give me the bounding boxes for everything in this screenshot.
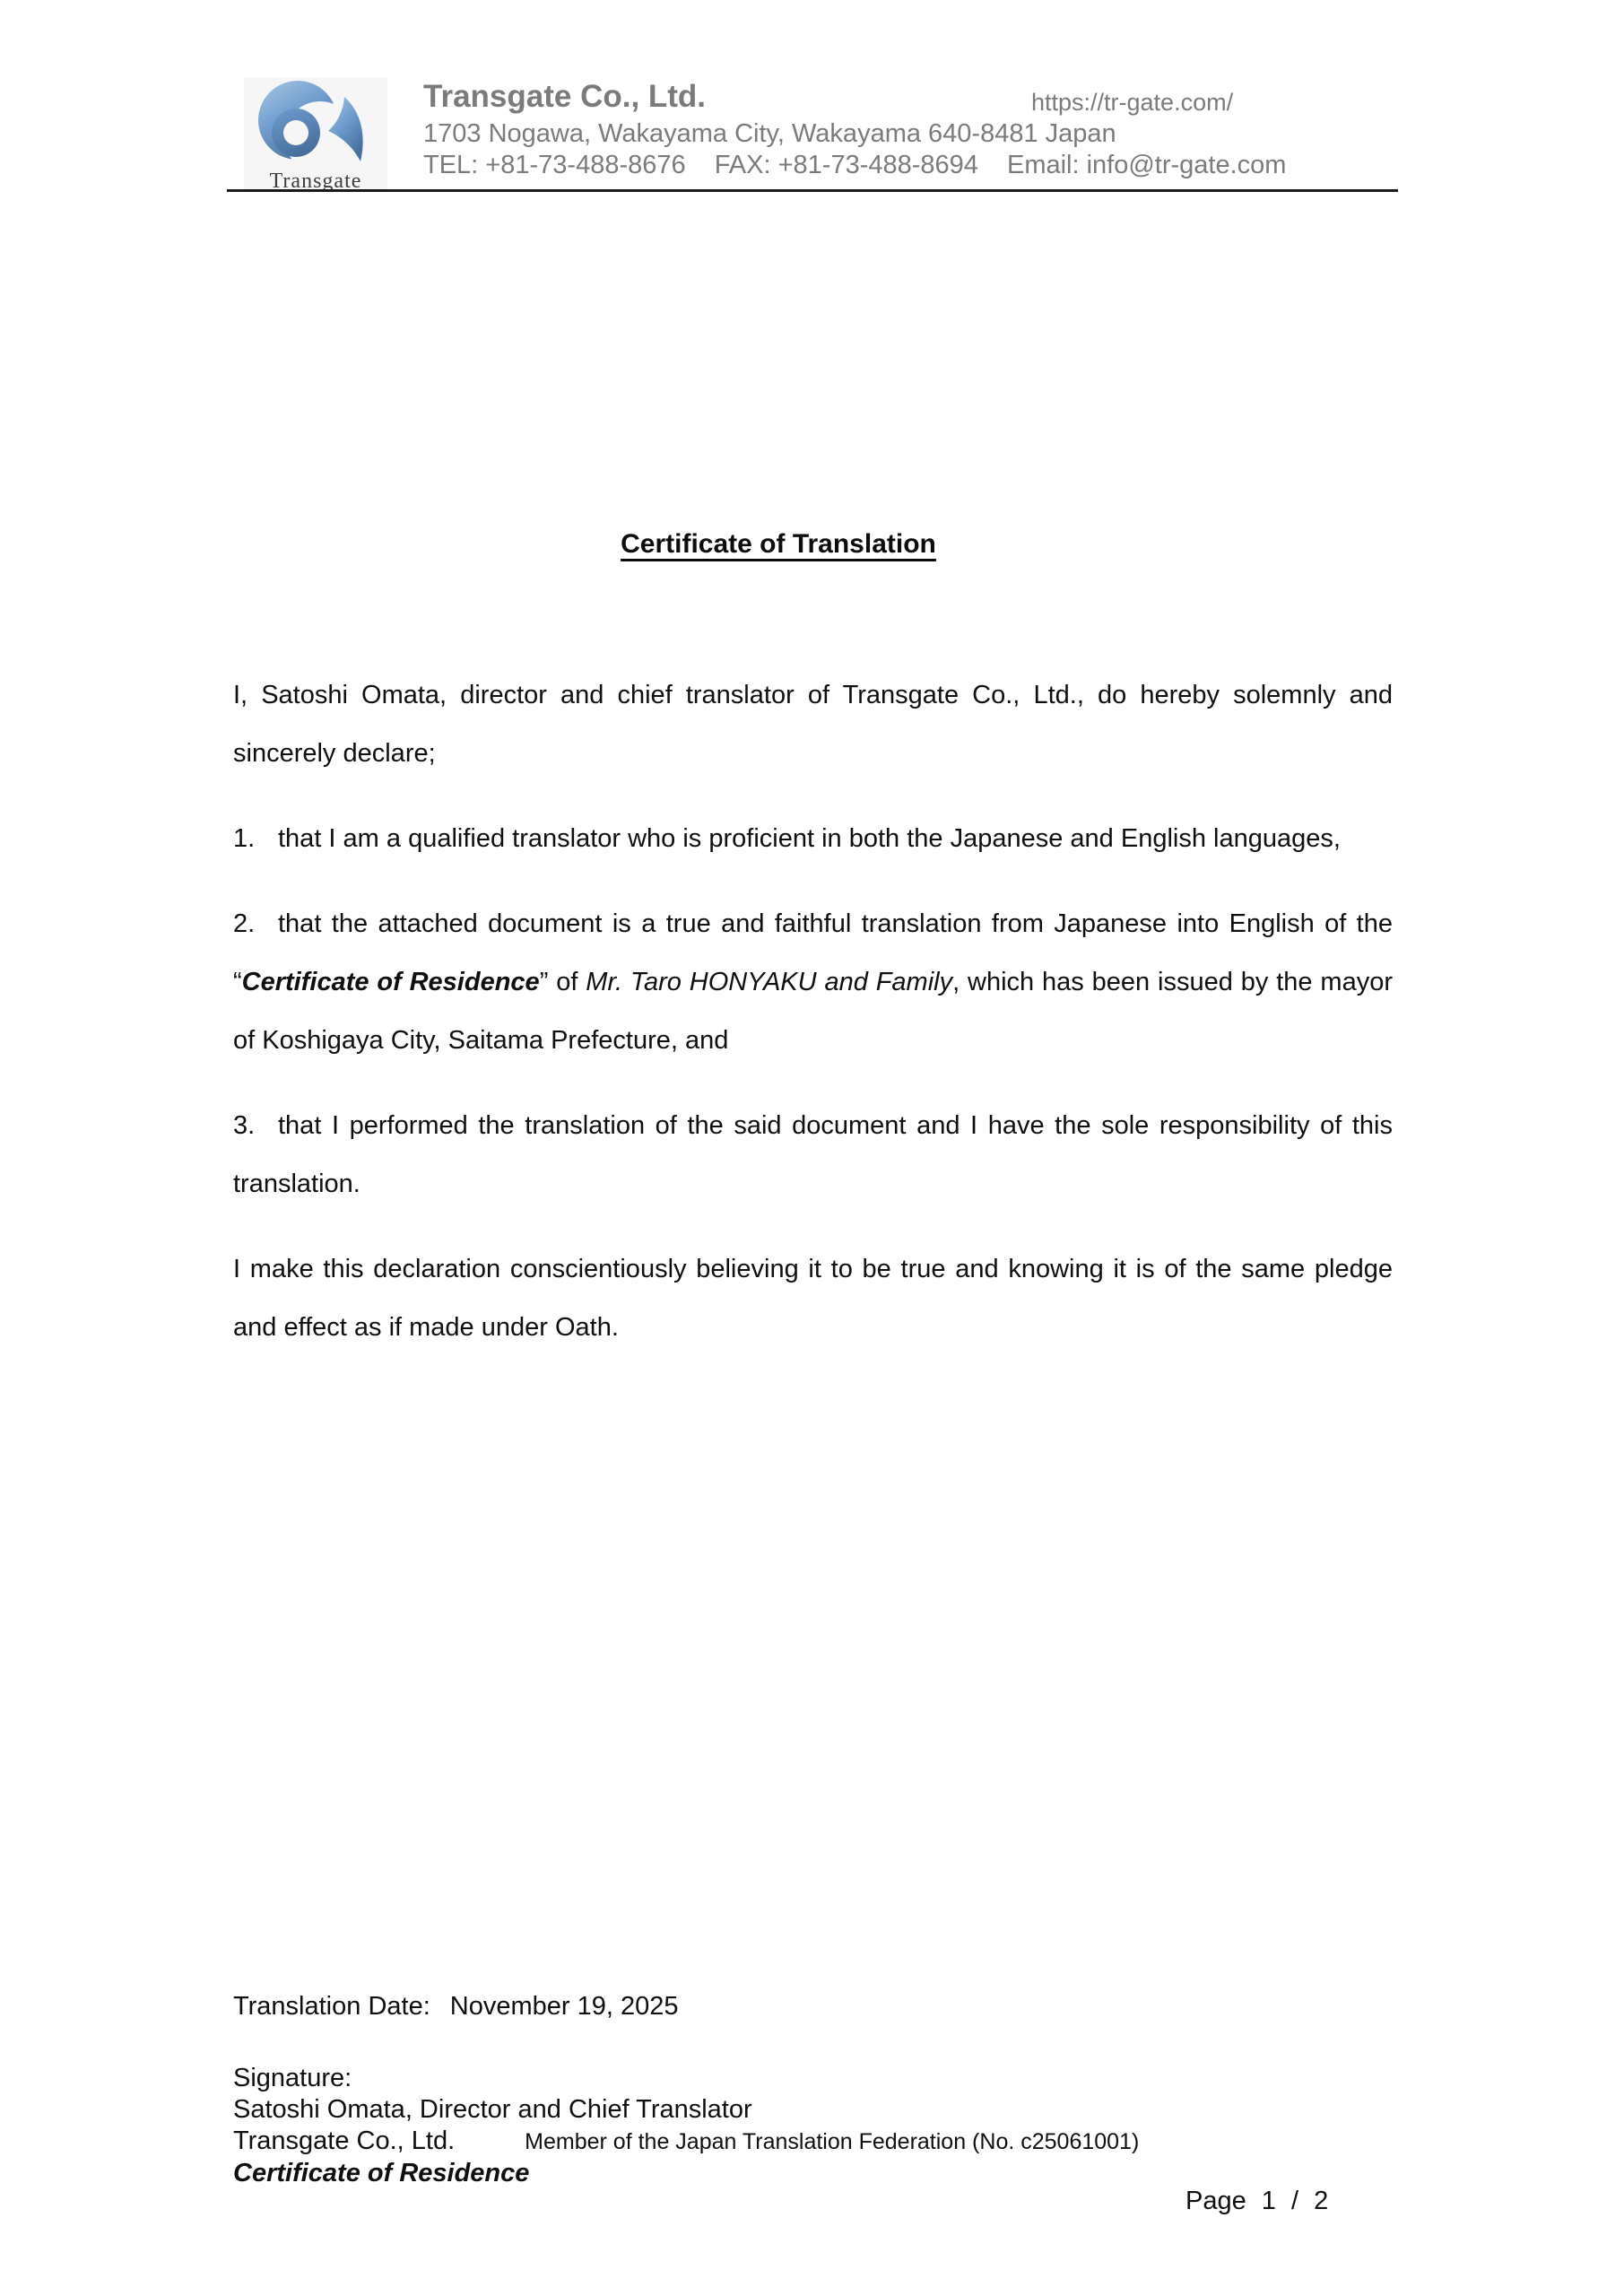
declaration-item-2 <box>233 895 1393 1070</box>
company-tel: TEL: +81-73-488-8676 <box>423 151 686 179</box>
company-contact-line <box>423 151 1286 180</box>
company-email: Email: info@tr-gate.com <box>1006 151 1287 179</box>
page-indicator: Page 1 / 2 <box>1185 2187 1329 2215</box>
company-name: Transgate Co., Ltd. <box>423 79 707 114</box>
signer-company: Transgate Co., Ltd. <box>233 2126 456 2155</box>
document-reference: Certificate of Residence <box>233 2159 530 2187</box>
wave-swirl-logo-icon <box>244 77 387 169</box>
signer-name-title: Satoshi Omata, Director and Chief Translator <box>233 2095 752 2124</box>
item-number: 3. <box>233 1111 256 1140</box>
company-fax: FAX: +81-73-488-8694 <box>714 151 978 179</box>
translation-date-value: November 19, 2025 <box>449 1992 679 2021</box>
closing-paragraph: I make this declaration conscientiously believing it to be true and knowing it is of the same pledge and effect as if made under Oath. <box>233 1255 1393 1342</box>
item-text-italic: Mr. Taro HONYAKU and Family <box>586 968 953 996</box>
item-text: that I performed the translation of the said document and I have the sole responsibility of this translation. <box>233 1111 1393 1198</box>
item-number: 1. <box>233 824 256 853</box>
signature-block <box>233 2063 1139 2189</box>
translation-date-line <box>233 1992 678 2022</box>
company-address: 1703 Nogawa, Wakayama City, Wakayama 640-8481 Japan <box>423 119 1116 148</box>
logo-caption: Transgate <box>269 170 362 193</box>
item-text: that I am a qualified translator who is proficient in both the Japanese and English languages, <box>278 824 1341 853</box>
declaration-item-1 <box>233 810 1393 868</box>
company-logo <box>244 77 387 192</box>
translation-date-label: Translation Date: <box>233 1992 430 2021</box>
intro-paragraph: I, Satoshi Omata, director and chief translator of Transgate Co., Ltd., do hereby solemnly and sincerely declare; <box>233 681 1393 768</box>
signer-company-line <box>233 2126 1139 2158</box>
item-text-pre: that the attached document is a true and faithful translation from Japanese into English of the “ <box>233 909 1393 996</box>
company-website: https://tr-gate.com/ <box>1031 89 1234 116</box>
item-text-post: , which has been issued by the mayor of Koshigaya City, Saitama Prefecture, and <box>233 968 1394 1055</box>
item-number: 2. <box>233 909 256 938</box>
membership-note: Member of the Japan Translation Federation (No. c25061001) <box>525 2129 1140 2154</box>
item-text-mid: ” of <box>539 968 586 996</box>
declaration-item-3 <box>233 1097 1393 1213</box>
item-text-bold-italic: Certificate of Residence <box>241 968 540 996</box>
document-body <box>233 666 1393 1384</box>
header-divider <box>227 189 1398 192</box>
document-title: Certificate of Translation <box>621 529 936 559</box>
signature-label: Signature: <box>233 2064 352 2092</box>
